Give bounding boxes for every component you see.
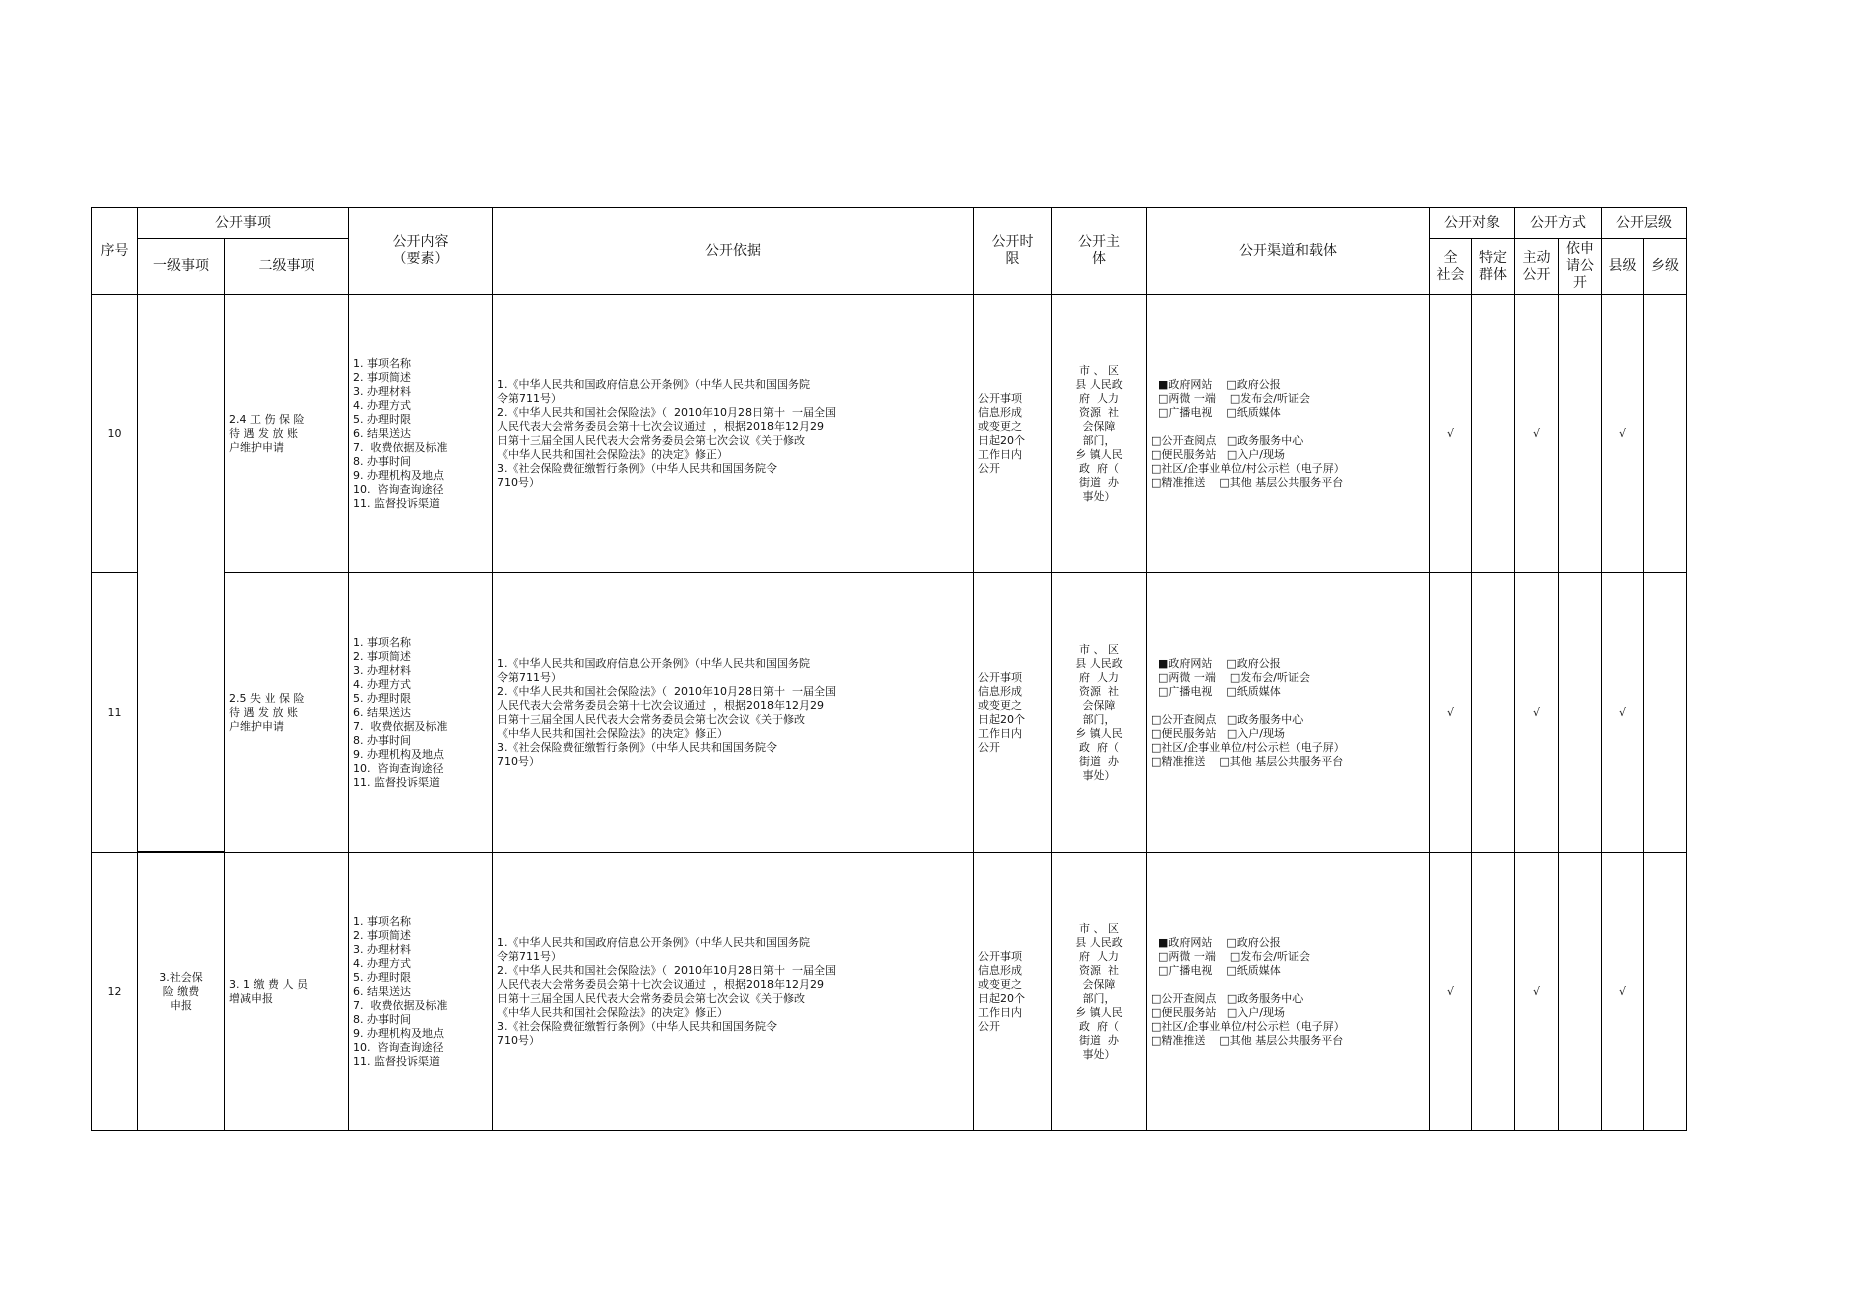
header-item-group-label: 公开事项 [215,214,271,231]
header-level-county-label: 县级 [1608,258,1637,274]
table-row-content: 1. 事项名称 2. 事项简述 3. 办理材料 4. 办理方式 5. 办理时限 6. 结果送达 7. 收费依据及标准 8. 办事时间 9. 办理机构及地点 10. 咨询查询途径 11. 监督投诉渠道 [348,572,493,853]
table-row-seq: 12 [91,852,138,1131]
table-row-level2: 2.4 工 伤 保 险 待 遇 发 放 账 户维护申请 [224,294,349,573]
table-row-level1: 3.社会保 险 缴费 申报 [137,852,225,1131]
header-basis-label: 公开依据 [705,242,761,259]
table-row-level2: 2.5 失 业 保 险 待 遇 发 放 账 户维护申请 [224,572,349,853]
table-row-time-limit: 公开事项 信息形成 或变更之 日起20个 工作日内 公开 [973,572,1052,853]
header-level-group-label: 公开层级 [1616,214,1672,231]
table-row-level-town [1643,852,1687,1131]
header-target-all [1429,238,1472,295]
header-level1-label: 一级事项 [153,258,209,274]
table-row-target-all [1429,852,1472,1131]
table-row-level1-merged [137,294,225,852]
header-channel [1146,207,1430,295]
header-subject [1051,207,1147,295]
table-row-target-all [1429,572,1472,853]
table-row-subject: 市 、 区 县 人民政 府 人力 资源 社 会保障 部门， 乡 镇人民 政 府（ 街道 办 事处） [1051,294,1147,573]
check-icon: √ [1532,705,1540,719]
check-icon: √ [1618,705,1626,719]
table-row-target-specific [1471,294,1515,573]
header-content [348,207,493,295]
table-row-content: 1. 事项名称 2. 事项简述 3. 办理材料 4. 办理方式 5. 办理时限 6. 结果送达 7. 收费依据及标准 8. 办事时间 9. 办理机构及地点 10. 咨询查询途径 11. 监督投诉渠道 [348,852,493,1131]
table-row-time-limit: 公开事项 信息形成 或变更之 日起20个 工作日内 公开 [973,294,1052,573]
header-method-active [1514,238,1559,295]
table-row-basis: 1.《中华人民共和国政府信息公开条例》（中华人民共和国国务院 令第711号） 2.《中华人民共和国社会保险法》（ 2010年10月28日第十 一届全国 人民代表大会常务委员会第十七次会议通过 ，根据2018年12月29 日第十三届全国人民代表大会常务委员会第七次会议《关于修改 《中华人民共和国社会保险法》的决定》修正） 3.《社会保险费征缴暂行条例》（中华人民共和国国务院令 710号） [492,852,974,1131]
table-row-level-town [1643,572,1687,853]
header-level2 [224,238,349,295]
header-method-request [1558,238,1602,295]
header-basis [492,207,974,295]
check-icon: √ [1446,705,1454,719]
table-row-method-active [1514,852,1559,1131]
table-row-level2: 3. 1 缴 费 人 员 增减申报 [224,852,349,1131]
table-row-basis: 1.《中华人民共和国政府信息公开条例》（中华人民共和国国务院 令第711号） 2.《中华人民共和国社会保险法》（ 2010年10月28日第十 一届全国 人民代表大会常务委员会第十七次会议通过 ，根据2018年12月29 日第十三届全国人民代表大会常务委员会第七次会议《关于修改 《中华人民共和国社会保险法》的决定》修正） 3.《社会保险费征缴暂行条例》（中华人民共和国国务院令 710号） [492,294,974,573]
header-seq [91,207,138,295]
table-row-time-limit: 公开事项 信息形成 或变更之 日起20个 工作日内 公开 [973,852,1052,1131]
table-row-method-request [1558,572,1602,853]
table-row-method-request [1558,294,1602,573]
header-seq-label: 序号 [100,242,129,259]
header-level2-label: 二级事项 [258,258,315,274]
header-method-active-label: 主动 公开 [1522,249,1551,283]
check-icon: √ [1618,984,1626,998]
table-row-channel: ■政府网站 □政府公报 □两微 一端 □发布会/听证会 □广播电视 □纸质媒体 □公开查阅点 □政务服务中心 □便民服务站 □入户/现场 □社区/企事业单位/村公示栏（电子屏） □精准推送 □其他 基层公共服务平台 [1146,572,1430,853]
header-subject-label: 公开主 体 [1078,234,1120,267]
header-level1 [137,238,225,295]
check-icon: √ [1446,426,1454,440]
table-row-level-county [1601,852,1644,1131]
header-target-group [1429,207,1515,239]
table-row-subject: 市 、 区 县 人民政 府 人力 资源 社 会保障 部门， 乡 镇人民 政 府（ 街道 办 事处） [1051,572,1147,853]
header-channel-label: 公开渠道和载体 [1239,242,1337,259]
header-method-group-label: 公开方式 [1530,214,1586,231]
header-time-limit-label: 公开时 限 [991,234,1034,267]
table-row-level-county [1601,572,1644,853]
header-item-group [137,207,349,239]
header-target-group-label: 公开对象 [1444,214,1500,231]
table-row-seq: 10 [91,294,138,573]
table-row-level-county [1601,294,1644,573]
check-icon: √ [1618,426,1626,440]
header-level-town [1643,238,1687,295]
header-level-town-label: 乡级 [1651,258,1679,274]
check-icon: √ [1532,426,1540,440]
header-target-specific-label: 特定 群体 [1479,249,1507,283]
check-icon: √ [1532,984,1540,998]
table-row-method-active [1514,572,1559,853]
table-row-target-specific [1471,852,1515,1131]
header-level-county [1601,238,1644,295]
table-row-seq: 11 [91,572,138,853]
table-row-channel: ■政府网站 □政府公报 □两微 一端 □发布会/听证会 □广播电视 □纸质媒体 □公开查阅点 □政务服务中心 □便民服务站 □入户/现场 □社区/企事业单位/村公示栏（电子屏） □精准推送 □其他 基层公共服务平台 [1146,294,1430,573]
header-time-limit [973,207,1052,295]
table-row-method-request [1558,852,1602,1131]
table-row-target-all [1429,294,1472,573]
table-row-channel: ■政府网站 □政府公报 □两微 一端 □发布会/听证会 □广播电视 □纸质媒体 □公开查阅点 □政务服务中心 □便民服务站 □入户/现场 □社区/企事业单位/村公示栏（电子屏） □精准推送 □其他 基层公共服务平台 [1146,852,1430,1131]
table-row-method-active [1514,294,1559,573]
header-level-group [1601,207,1687,239]
table-row-basis: 1.《中华人民共和国政府信息公开条例》（中华人民共和国国务院 令第711号） 2.《中华人民共和国社会保险法》（ 2010年10月28日第十 一届全国 人民代表大会常务委员会第十七次会议通过 ，根据2018年12月29 日第十三届全国人民代表大会常务委员会第七次会议《关于修改 《中华人民共和国社会保险法》的决定》修正） 3.《社会保险费征缴暂行条例》（中华人民共和国国务院令 710号） [492,572,974,853]
header-target-all-label: 全 社会 [1436,249,1465,283]
header-target-specific [1471,238,1515,295]
table-row-subject: 市 、 区 县 人民政 府 人力 资源 社 会保障 部门， 乡 镇人民 政 府（ 街道 办 事处） [1051,852,1147,1131]
table-row-target-specific [1471,572,1515,853]
header-method-request-label: 依申 请公 开 [1566,241,1594,291]
table-row-level-town [1643,294,1687,573]
header-content-label: 公开内容 （要素） [392,234,449,267]
header-method-group [1514,207,1602,239]
check-icon: √ [1446,984,1454,998]
table-row-content: 1. 事项名称 2. 事项简述 3. 办理材料 4. 办理方式 5. 办理时限 6. 结果送达 7. 收费依据及标准 8. 办事时间 9. 办理机构及地点 10. 咨询查询途径 11. 监督投诉渠道 [348,294,493,573]
